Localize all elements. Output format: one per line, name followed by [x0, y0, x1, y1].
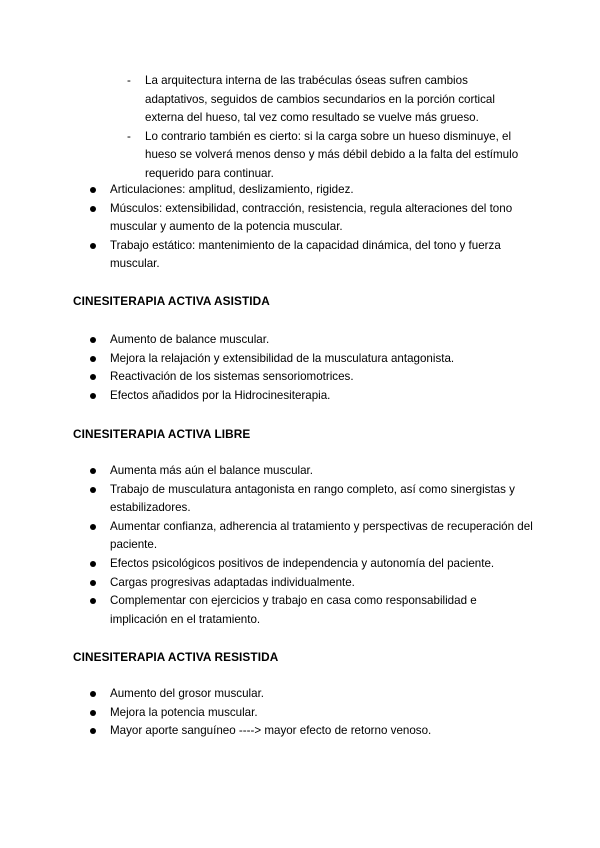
bullet-icon [90, 243, 96, 249]
bullet-icon [90, 691, 96, 697]
dash-list [127, 72, 527, 184]
dash-item [127, 128, 527, 184]
bullet-icon [90, 728, 96, 734]
dash-item-text: La arquitectura interna de las trabéculas óseas sufren cambios adaptativos, seguidos de cambios secundarios en la porción cortical externa del hueso, tal vez como resultado se vuelve más grueso. [145, 74, 495, 125]
section-heading-libre: CINESITERAPIA ACTIVA LIBRE [73, 427, 251, 441]
list-item-text: Cargas progresivas adaptadas individualmente. [110, 575, 355, 589]
list-item-text: Mejora la potencia muscular. [110, 705, 258, 719]
list-item-text: Aumento del grosor muscular. [110, 687, 265, 700]
dash-marker: - [127, 74, 131, 87]
list-item-text: Trabajo de musculatura antagonista en rango completo, así como sinergistas y estabilizadores. [110, 482, 515, 515]
bullet-icon [90, 187, 96, 193]
dash-item-text: Lo contrario también es cierto: si la carga sobre un hueso disminuye, el hueso se volverá menos denso y más débil debido a la falta del estímulo requerido para continuar. [145, 129, 519, 180]
list-item [89, 722, 534, 741]
dash-marker: - [127, 129, 131, 143]
section-heading-resistida: CINESITERAPIA ACTIVA RESISTIDA [73, 650, 279, 664]
list-item [89, 350, 534, 369]
bullet-icon [90, 710, 96, 716]
list-item-text: Efectos añadidos por la Hidrocinesiterapia. [110, 388, 331, 402]
bullet-icon [90, 393, 96, 399]
dash-item [127, 72, 527, 128]
section-heading-asistida: CINESITERAPIA ACTIVA ASISTIDA [73, 294, 270, 308]
bullet-icon [90, 206, 96, 212]
list-item [89, 574, 534, 593]
list-item-text: Aumento de balance muscular. [110, 333, 270, 346]
list-item-text: Trabajo estático: mantenimiento de la capacidad dinámica, del tono y fuerza muscular. [110, 238, 501, 271]
list-item [89, 462, 534, 481]
bullet-icon [90, 561, 96, 567]
list-item [89, 368, 534, 387]
bullet-icon [90, 374, 96, 380]
libre-list [89, 462, 534, 629]
list-item-text: Aumentar confianza, adherencia al tratamiento y perspectivas de recuperación del paciente. [110, 519, 533, 552]
asistida-list [89, 331, 534, 405]
bullet-icon [90, 468, 96, 474]
list-item-text: Complementar con ejercicios y trabajo en casa como responsabilidad e implicación en el tratamiento. [110, 594, 477, 626]
list-item [89, 685, 534, 704]
list-item [89, 331, 534, 350]
list-item-text: Articulaciones: amplitud, deslizamiento, rigidez. [110, 183, 354, 196]
bullet-icon [90, 487, 96, 493]
list-item-text: Músculos: extensibilidad, contracción, resistencia, regula alteraciones del tono muscular y aumento de la potencia muscular. [110, 201, 513, 234]
bullet-icon [90, 524, 96, 530]
list-item-text: Mayor aporte sanguíneo ----> mayor efecto de retorno venoso. [110, 724, 432, 738]
bullet-icon [90, 580, 96, 586]
bullet-icon [90, 598, 96, 604]
bullet-icon [90, 356, 96, 362]
list-item [89, 387, 534, 406]
list-item-text: Reactivación de los sistemas sensoriomotrices. [110, 370, 354, 384]
list-item-text: Efectos psicológicos positivos de independencia y autonomía del paciente. [110, 556, 495, 570]
general-effects-list [89, 181, 534, 274]
list-item [89, 181, 534, 200]
list-item [89, 481, 534, 518]
list-item-text: Mejora la relajación y extensibilidad de la musculatura antagonista. [110, 351, 455, 365]
resistida-list [89, 685, 534, 741]
list-item [89, 518, 534, 555]
list-item [89, 237, 534, 274]
bullet-icon [90, 337, 96, 343]
list-item [89, 592, 534, 629]
list-item-text: Aumenta más aún el balance muscular. [110, 464, 314, 477]
list-item [89, 555, 534, 574]
list-item [89, 704, 534, 723]
list-item [89, 200, 534, 237]
